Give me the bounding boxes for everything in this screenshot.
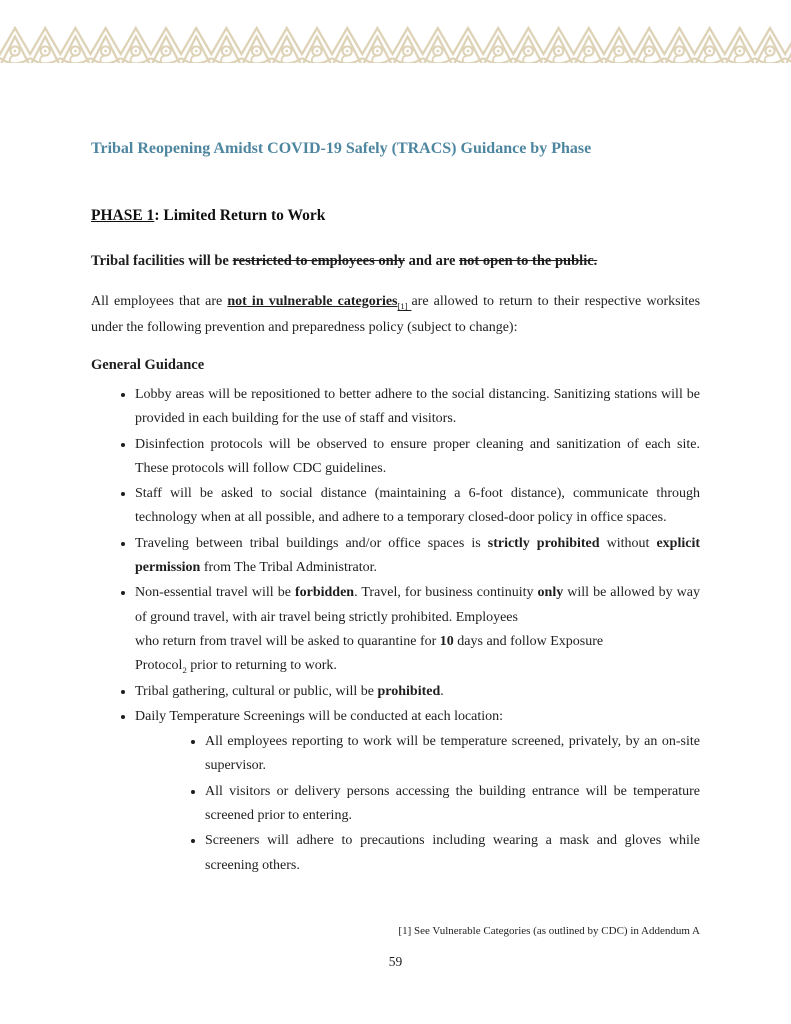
sub-bullet-item: • Screeners will adhere to precautions including wearing a mask and gloves while screening others.: [205, 828, 700, 878]
general-guidance-heading: General Guidance: [91, 357, 205, 373]
intro-paragraph: All employees that are not in vulnerable categories$_{[1]}$ are allowed to return to their respective worksites under the following prevention and preparedness policy (subject to change):: [91, 294, 701, 335]
document-title: Tribal Reopening Amidst COVID-19 Safely (TRACS) Guidance by Phase: [91, 140, 592, 157]
bullet-item: [135, 704, 700, 878]
bullet-text: Daily Temperature Screenings will be conducted at each location:: [135, 708, 504, 724]
bullet-item: • Traveling between tribal buildings and/or office spaces is strictly prohibited without explicit permission from The Tribal Administrator.: [135, 531, 700, 581]
footnote: [1] See Vulnerable Categories (as outlined by CDC) in Addendum A: [398, 924, 700, 937]
facilities-restriction-note: Tribal facilities will be restricted to employees only and are not open to the public.: [91, 253, 598, 269]
screening-sub-list: [135, 729, 700, 878]
page-content: [91, 0, 700, 970]
bullet-item: • Lobby areas will be repositioned to better adhere to the social distancing. Sanitizing stations will be provided in each building for the use of staff and visitors.: [135, 382, 700, 432]
guidance-bullet-list: [91, 382, 700, 878]
bullet-item: • Disinfection protocols will be observed to ensure proper cleaning and sanitization of each site. These protocols will follow CDC guidelines.: [135, 432, 700, 482]
page-number: 59: [388, 953, 403, 969]
phase-heading: PHASE 1: Limited Return to Work: [91, 207, 326, 224]
sub-bullet-item: • All employees reporting to work will be temperature screened, privately, by an on-site supervisor.: [205, 729, 700, 779]
bullet-item: • Staff will be asked to social distance (maintaining a 6-foot distance), communicate through technology when at all possible, and adhere to a temporary closed-door policy in office spaces.: [135, 481, 700, 531]
bullet-item: • Non-essential travel will be forbidden. Travel, for business continuity only will be allowed by way of ground travel, with air travel being strictly prohibited. Employees who return from travel will be asked to quarantine for 10 days and follow Exposure Protocol$_2$ prior to returning to work.: [135, 580, 700, 678]
bullet-item: • Tribal gathering, cultural or public, will be prohibited.: [135, 679, 700, 704]
sub-bullet-item: • All visitors or delivery persons accessing the building entrance will be temperature screened prior to entering.: [205, 779, 700, 829]
